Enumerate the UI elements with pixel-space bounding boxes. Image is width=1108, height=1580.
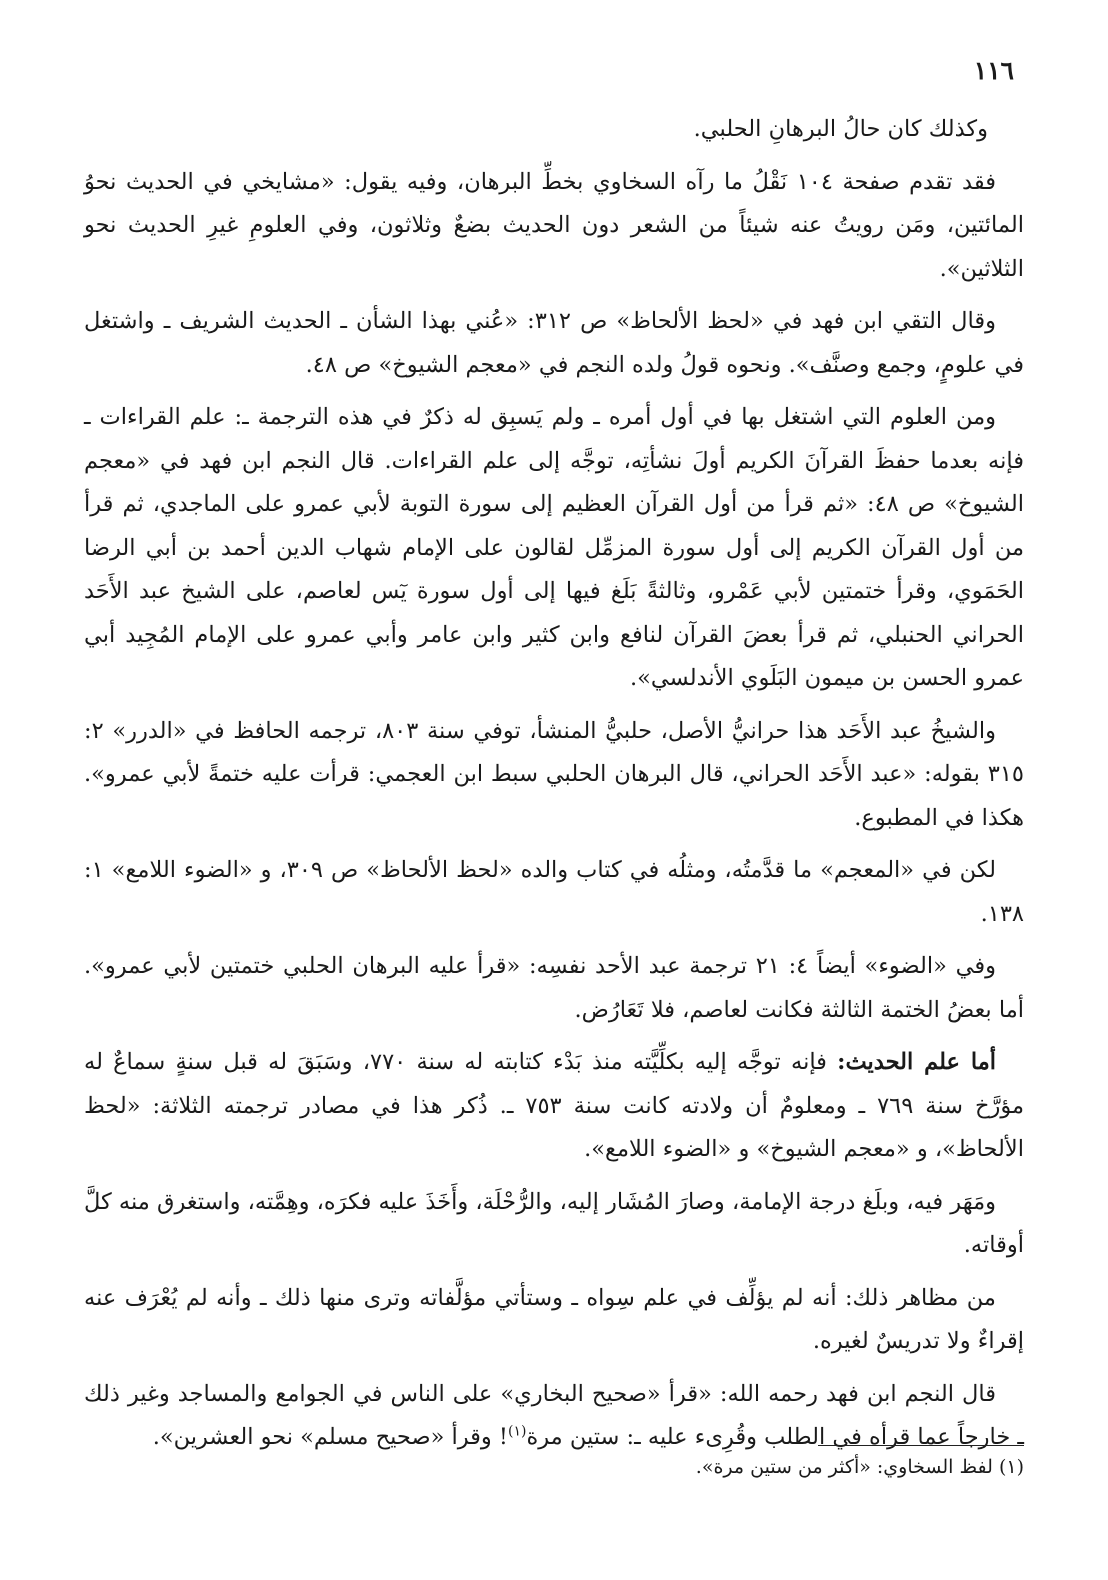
- section-heading: أما علم الحديث:: [837, 1049, 997, 1075]
- paragraph-text: فإنه توجَّه إليه بكلِّيَّته منذ بَدْء كتابته له سنة ٧٧٠، وسَبَقَ له قبل سنةٍ سماعٌ له مؤرَّخ سنة ٧٦٩ ـ ومعلومٌ أن ولادته كانت سنة ٧٥٣ ـ. ذُكر هذا في مصادر ترجمته الثلاثة: «لحظ الألحاظ»، و «معجم الشيوخ» و «الضوء اللامع».: [84, 1049, 1025, 1162]
- paragraph: وكذلك كان حالُ البرهانِ الحلبي.: [693, 116, 988, 142]
- footnote-separator: [818, 1445, 1024, 1446]
- footnote-mark: (١): [998, 1456, 1024, 1478]
- footnote-text: لفظ السخاوي: «أكثر من ستين مرة».: [695, 1456, 993, 1478]
- paragraph: لكن في «المعجم» ما قدَّمتُه، ومثلُه في كتاب والده «لحظ الألحاظ» ص ٣٠٩، و «الضوء اللامع» ١: ١٣٨.: [84, 857, 1024, 927]
- page-number: ١١٦: [973, 56, 1014, 85]
- paragraph: ومن العلوم التي اشتغل بها في أول أمره ـ ولم يَسبِق له ذكرٌ في هذه الترجمة ـ: علم القراءات ـ فإنه بعدما حفظَ القرآنَ الكريم أولَ نشأتِه، توجَّه إلى علم القراءات. قال النجم ابن فهد في «معجم الشيوخ» ص ٤٨: «ثم قرأ من أول القرآن العظيم إلى سورة التوبة لأبي عمرو على الماجدي، ثم قرأ من أول القرآن الكريم إلى أول سورة المزمِّل لقالون على الإمام شهاب الدين أحمد بن أبي الرضا الحَمَوي، وقرأ ختمتين لأبي عَمْرو، وثالثةً بَلَغ فيها إلى أول سورة يٓس لعاصم، على الشيخ عبد الأَحَد الحراني الحنبلي، ثم قرأ بعضَ القرآن لنافع وابن كثير وابن عامر وأبي عمرو على الإمام المُجِيد أبي عمرو الحسن بن ميمون البَلَوي الأندلسي».: [84, 404, 1024, 691]
- footnote: [84, 1451, 1024, 1483]
- paragraph: [84, 1041, 1024, 1172]
- body-text: [84, 108, 1024, 1469]
- paragraph: وفي «الضوء» أيضاً ٤: ٢١ ترجمة عبد الأحد نفسِه: «قرأ عليه البرهان الحلبي ختمتين لأبي عمرو». أما بعضُ الختمة الثالثة فكانت لعاصم، فلا تَعَارُض.: [84, 953, 1024, 1023]
- paragraph: [84, 1373, 1024, 1460]
- footnote-reference[interactable]: (١): [507, 1423, 527, 1440]
- paragraph: ومَهَر فيه، وبلَغ درجة الإمامة، وصارَ المُشَار إليه، والرُّحْلَة، وأَخَذَ عليه فكرَه، وهِمَّته، واستغرق منه كلَّ أوقاته.: [84, 1188, 1024, 1258]
- paragraph-text: قال النجم ابن فهد رحمه الله: «قرأ «صحيح البخاري» على الناس في الجوامع والمساجد وغير ذلك ـ خارجاً عما قرأه في الطلب وقُرِىء عليه ـ: ستين مرة: [84, 1380, 1024, 1450]
- paragraph: والشيخُ عبد الأَحَد هذا حرانيُّ الأصل، حلبيُّ المنشأ، توفي سنة ٨٠٣، ترجمه الحافظ في «الدرر» ٢: ٣١٥ بقوله: «عبد الأَحَد الحراني، قال البرهان الحلبي سبط ابن العجمي: قرأت عليه ختمةً لأبي عمرو». هكذا في المطبوع.: [84, 717, 1024, 831]
- paragraph: وقال التقي ابن فهد في «لحظ الألحاظ» ص ٣١٢: «عُني بهذا الشأن ـ الحديث الشريف ـ واشتغل في علومٍ، وجمع وصنَّف». ونحوه قولُ ولده النجم في «معجم الشيوخ» ص ٤٨.: [84, 308, 1024, 378]
- paragraph: من مظاهر ذلك: أنه لم يؤلِّف في علم سِواه ـ وستأتي مؤلَّفاته وترى منها ذلك ـ وأنه لم يُعْرَف عنه إقراءٌ ولا تدريسٌ لغيره.: [84, 1284, 1024, 1354]
- paragraph: فقد تقدم صفحة ١٠٤ نَقْلُ ما رآه السخاوي بخطِّ البرهان، وفيه يقول: «مشايخي في الحديث نحوُ المائتين، ومَن رويتُ عنه شيئاً من الشعر دون الحديث بضعٌ وثلاثون، وفي العلومِ غيرِ الحديث نحو الثلاثين».: [84, 168, 1024, 282]
- paragraph-text: ! وقرأ «صحيح مسلم» نحو العشرين».: [152, 1424, 508, 1450]
